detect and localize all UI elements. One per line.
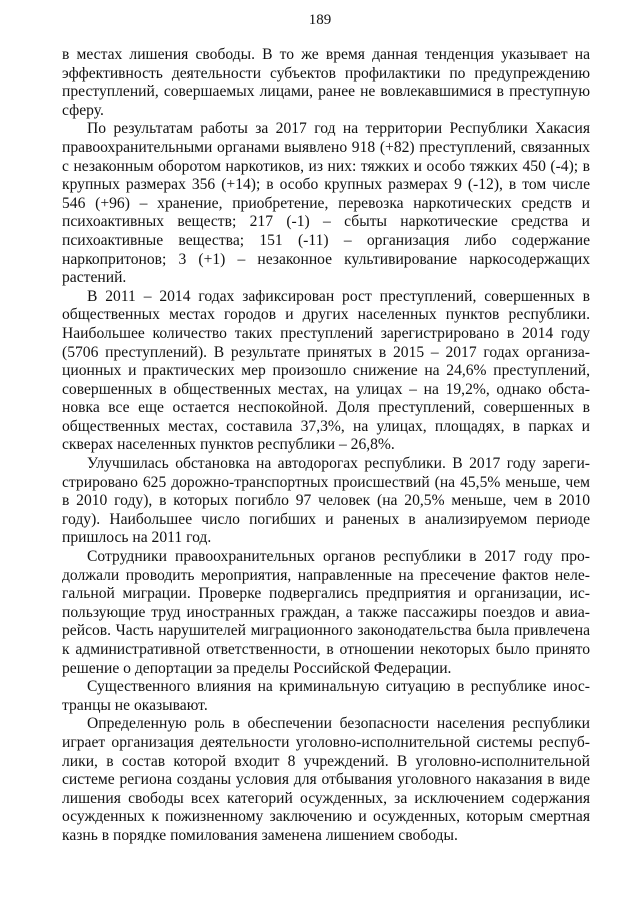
paragraph-foreigners-influence: Существенного влияния на криминальную ситуацию в республике иностранцы не оказывают. <box>62 678 590 714</box>
paragraph-illegal-migration: Сотрудники правоохранительных органов республики в 2017 году продолжали проводить мероприятия, направленные на пресечение фактов нелeгальной миграции. Проверке подвергались предприятия и организации, использующие труд иностранных граждан, а также пассажиры поездов и авиарейсов. Часть нарушителей миграционного законодательства была привлечена к административной ответственности, в отношении некоторых было принято решение о депортации за пределы Российской Федерации. <box>62 548 590 677</box>
paragraph-penal-system: Определенную роль в обеспечении безопасности населения республики играет организация деятельности уголовно-исполнительной системы республики, в состав которой входит 8 учреждений. В уголовно-исполнительной системе региона созданы условия для отбывания уголовного наказания в виде лишения свободы всех категорий осужденных, за исключением содержания осужденных к пожизненному заключению и осужденных, которым смертная казнь в порядке помилования заменена лишением свободы. <box>62 715 590 844</box>
paragraph-continuation: в местах лишения свободы. В то же время данная тенденция указывает на эффективность деятельности субъектов профилактики по предупреждению преступлений, совершаемых лицами, ранее не вовлекавшимися в преступную сферу. <box>62 46 590 119</box>
paragraph-public-places-crimes: В 2011 – 2014 годах зафиксирован рост преступлений, совершенных в общественных местах городов и других населенных пунктов республики. Наибольшее количество таких преступлений зарегистрировано в 2014 году (5706 преступлений). В результате принятых в 2015 – 2017 годах организационных и практических мер произошло снижение на 24,6% преступлений, совершенных в общественных местах, на улицах – на 19,2%, однако обстановка все еще остается неспокойной. Доля преступлений, совершенных в общественных местах, составила 37,3%, на улицах, площадях, в парках и скверах населенных пунктов республики – 26,8%. <box>62 287 590 454</box>
page-number: 189 <box>308 12 332 28</box>
body-text <box>62 46 590 846</box>
paragraph-road-safety: Улучшилась обстановка на автодорогах республики. В 2017 году зарегистрировано 625 дорожно-транспортных происшествий (на 45,5% меньше, чем в 2010 году), в которых погибло 97 человек (на 20,5% меньше, чем в 2010 году). Наибольшее число погибших и раненых в анализируемом периоде пришлось на 2011 год. <box>62 455 590 547</box>
paragraph-drug-crimes: По результатам работы за 2017 год на территории Республики Хакасия правоохранительными органами выявлено 918 (+82) преступлений, связанных с незаконным оборотом наркотиков, из них: тяжких и особо тяжких 450 (-4); в крупных размерах 356 (+14); в особо крупных размерах 9 (-12), в том числе 546 (+96) – хранение, приобретение, перевозка наркотических средств и психоактивных веществ; 217 (-1) – сбыты наркотические средства и психоактивные вещества; 151 (-11) – организация либо содержание наркопритонов; 3 (+1) – незаконное культивирование наркосодержащих растений. <box>62 120 590 287</box>
